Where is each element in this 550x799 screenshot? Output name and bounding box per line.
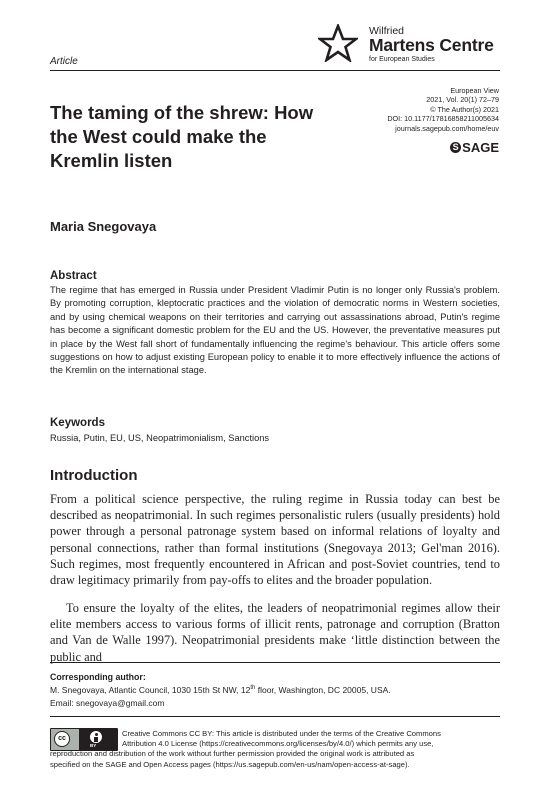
journal-doi: DOI: 10.1177/17816858211005634: [387, 114, 499, 124]
footnote-divider: [50, 662, 500, 663]
license-text: Creative Commons CC BY: This article is distributed under the terms of the Creative Commons Attribution 4.0 License (https://creativecommons.org/licenses/by/4.0/) which permits any use, reproduction and distribution of the work without further permission provided the original work is attributed as specified on the SAGE and Open Access pages (https://us.sagepub.com/en-us/nam/open-access-at-sage).: [50, 729, 441, 769]
keywords-heading: Keywords: [50, 417, 105, 429]
publisher-logo: [318, 18, 508, 68]
by-label: BY: [90, 743, 97, 748]
author-name: Maria Snegovaya: [50, 219, 157, 234]
license-divider: [50, 716, 500, 717]
cc-icon: cc: [54, 731, 70, 747]
corresponding-author-email[interactable]: Email: snegovaya@gmail.com: [50, 698, 165, 708]
abstract-heading: Abstract: [50, 270, 97, 282]
sage-logo: [450, 140, 499, 155]
sage-circle-icon: S: [450, 142, 461, 153]
corresponding-author-address: M. Snegovaya, Atlantic Council, 1030 15th St NW, 12th floor, Washington, DC 20005, USA.: [50, 685, 391, 695]
body-paragraph: To ensure the loyalty of the elites, the leaders of neopatrimonial regimes allow their elite members access to various forms of illicit rents, patronage and corruption (Bratton and Van de Walle 1997). Neopatrimonial presidents make ‘little distinction between the public and: [50, 601, 500, 664]
logo-line-3: for European Studies: [369, 56, 435, 63]
article-type-label: Article: [50, 56, 78, 67]
article-title: The taming of the shrew: How the West could make the Kremlin listen: [50, 102, 314, 171]
logo-line-2: Martens Centre: [369, 35, 494, 55]
keywords-list: Russia, Putin, EU, US, Neopatrimonialism, Sanctions: [50, 433, 270, 443]
body-paragraph: From a political science perspective, the ruling regime in Russia today can best be described as neopatrimonial. In such regimes personalistic rulers (usually presidents) hold power through a personal patronage system based on informal relations of loyalty and personal connections, rather than formal institutions (Snegovaya 2013; Gel'man 2016). Such regimes, most frequently encountered in African and post-Soviet countries, tend to draw legitimacy primarily from pay-offs to elites and the broader population.: [50, 492, 500, 588]
header-divider: [50, 70, 500, 71]
logo-line-1: Wilfried: [369, 25, 405, 37]
abstract-body: The regime that has emerged in Russia under President Vladimir Putin is no longer only Russia's problem. By promoting corruption, kleptocratic practices and the violation of democratic norms in Western societies, and by using chemical weapons on their territories and carrying out assassinations abroad, Putin's regime has become a significant domestic problem for the EU and the US. However, the preventative measures put in place by the West fall short of fundamentally influencing the regime's behaviour. This article offers some suggestions on how to adjust existing European policy to enable it to more effectively influence the actions of the Kremlin on the international stage.: [50, 285, 500, 376]
corresponding-author-heading: Corresponding author:: [50, 672, 146, 682]
introduction-heading: Introduction: [50, 467, 138, 484]
journal-name: European View: [450, 86, 499, 95]
journal-copyright: © The Author(s) 2021: [430, 104, 499, 114]
journal-volume: 2021, Vol. 20(1) 72–79: [426, 95, 499, 105]
journal-url: journals.sagepub.com/home/euv: [395, 123, 499, 133]
sage-wordmark: SAGE: [462, 140, 499, 155]
star-logo-icon: [318, 24, 358, 62]
